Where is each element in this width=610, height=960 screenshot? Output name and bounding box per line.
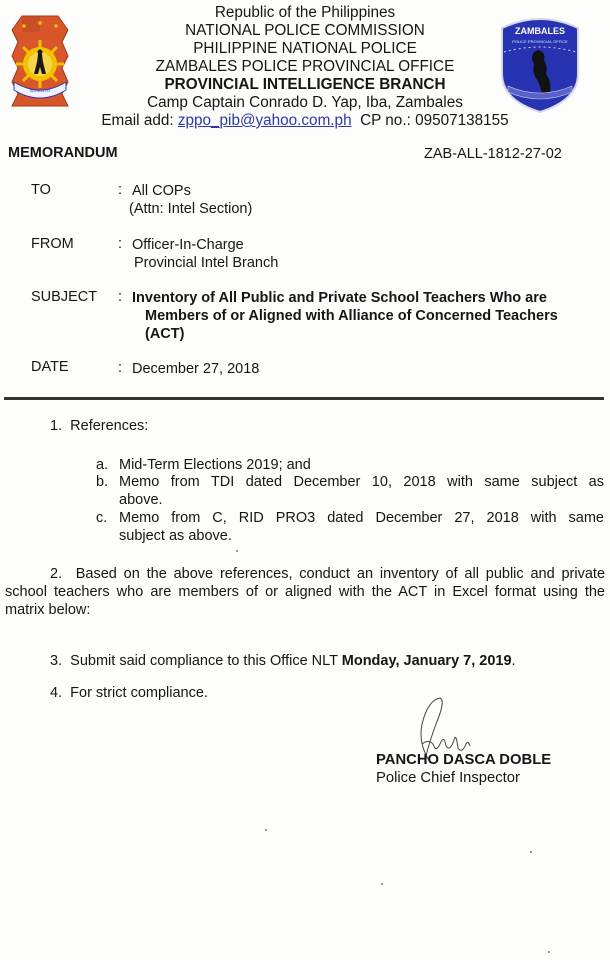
scan-speck	[236, 550, 238, 552]
paragraph-2-line2: school teachers who are members of or aligned with the ACT in Excel format using the	[5, 584, 605, 600]
signatory-title: Police Chief Inspector	[376, 770, 520, 786]
scan-speck	[530, 851, 532, 853]
paragraph-4	[50, 684, 208, 702]
letterhead-republic: Republic of the Philippines	[214, 4, 396, 21]
paragraph-3-text: Submit said compliance to this Office NLT	[70, 653, 338, 669]
reference-a-text: Mid-Term Elections 2019; and	[119, 457, 311, 473]
email-label: Email add:	[101, 112, 174, 129]
reference-item-a	[96, 456, 604, 474]
subject-line1: Inventory of All Public and Private School Teachers Who are	[132, 290, 547, 306]
paragraph-1	[50, 417, 148, 435]
subject-line3: (ACT)	[145, 326, 185, 342]
paragraph-2	[5, 565, 605, 619]
date-colon: :	[118, 360, 123, 376]
subject-line2: Members of or Aligned with Alliance of Concerned Teachers	[145, 308, 558, 324]
paragraph-3	[50, 652, 516, 670]
svg-text:POLICE PROVINCIAL OFFICE: POLICE PROVINCIAL OFFICE	[512, 39, 568, 44]
subject-label: SUBJECT	[31, 289, 98, 305]
to-line2: (Attn: Intel Section)	[129, 201, 253, 217]
from-line1: Officer-In-Charge	[132, 237, 244, 253]
paragraph-2-text1: Based on the above references, conduct an inventory of all public and private	[75, 566, 606, 582]
svg-text:ZAMBALES: ZAMBALES	[515, 26, 565, 36]
reference-c-letter: c.	[96, 510, 108, 526]
from-colon: :	[118, 236, 123, 252]
to-label: TO	[31, 182, 51, 198]
memo-reference-number: ZAB-ALL-1812-27-02	[424, 146, 562, 162]
letterhead-zppo: ZAMBALES POLICE PROVINCIAL OFFICE	[155, 58, 455, 75]
cp-number: 09507138155	[415, 112, 509, 129]
reference-item-b	[96, 473, 604, 509]
paragraph-3-number: 3.	[50, 653, 63, 669]
to-line1: All COPs	[132, 183, 191, 199]
paragraph-3-end: .	[511, 653, 516, 669]
reference-a-letter: a.	[96, 457, 109, 473]
scan-speck	[381, 883, 383, 885]
cp-label: CP no.:	[360, 112, 411, 129]
paragraph-1-text: References:	[70, 418, 149, 434]
paragraph-3-deadline: Monday, January 7, 2019	[341, 653, 512, 669]
reference-b-letter: b.	[96, 474, 109, 490]
letterhead-napolcom: NATIONAL POLICE COMMISSION	[185, 22, 425, 39]
svg-text:SERBISYO: SERBISYO	[29, 88, 51, 93]
zambales-ppo-badge-icon	[498, 14, 582, 114]
to-value	[129, 182, 253, 218]
paragraph-2-line1	[5, 565, 605, 583]
paragraph-4-text: For strict compliance.	[70, 685, 208, 701]
letterhead-branch: PROVINCIAL INTELLIGENCE BRANCH	[164, 76, 446, 93]
reference-b-line1: Memo from TDI dated December 10, 2018 with same subject as	[119, 474, 604, 490]
header-divider	[4, 397, 604, 400]
subject-value	[132, 289, 592, 343]
paragraph-4-number: 4.	[50, 685, 63, 701]
paragraph-2-number: 2.	[50, 566, 63, 582]
email-link[interactable]: zppo_pib@yahoo.com.ph	[177, 112, 352, 129]
paragraph-2-line3: matrix below:	[5, 602, 91, 618]
reference-c-line1: Memo from C, RID PRO3 dated December 27, 2018 with same	[119, 510, 604, 526]
reference-c-line2: subject as above.	[119, 528, 232, 544]
memo-title: MEMORANDUM	[8, 145, 118, 161]
from-line2: Provincial Intel Branch	[134, 255, 279, 271]
letterhead	[0, 0, 610, 130]
reference-b-line2: above.	[119, 492, 163, 508]
letterhead-address: Camp Captain Conrado D. Yap, Iba, Zambales	[147, 94, 463, 111]
scan-speck	[265, 829, 267, 831]
letterhead-contact	[0, 112, 610, 130]
to-colon: :	[118, 182, 123, 198]
reference-item-c	[96, 509, 604, 545]
from-value	[132, 236, 278, 272]
date-value: December 27, 2018	[132, 361, 260, 377]
from-label: FROM	[31, 236, 74, 252]
letterhead-pnp: PHILIPPINE NATIONAL POLICE	[193, 40, 417, 57]
signatory-name: PANCHO DASCA DOBLE	[376, 752, 552, 768]
date-label: DATE	[31, 359, 69, 375]
subject-colon: :	[118, 289, 123, 305]
scan-speck	[548, 951, 550, 953]
paragraph-1-number: 1.	[50, 418, 63, 434]
